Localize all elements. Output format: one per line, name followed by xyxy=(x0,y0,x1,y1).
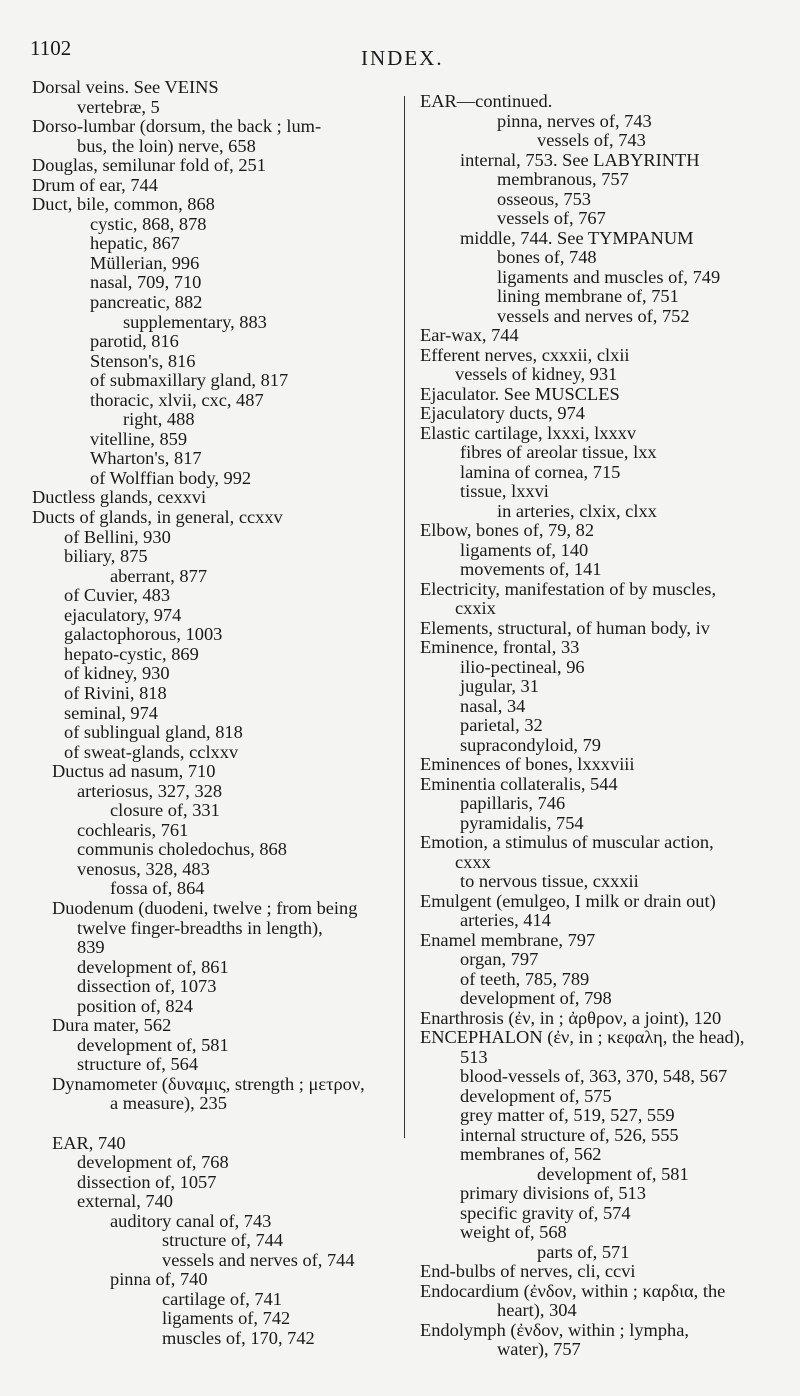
index-entry: in arteries, clxix, clxx xyxy=(497,500,657,521)
index-entry: of Bellini, 930 xyxy=(64,526,171,547)
index-entry: Dynamometer (δυναμις, strength ; μετρον, xyxy=(52,1073,365,1094)
index-entry: communis choledochus, 868 xyxy=(77,839,287,860)
index-entry: Eminentia collateralis, 544 xyxy=(420,773,618,794)
index-entry: thoracic, xlvii, cxc, 487 xyxy=(90,389,264,410)
index-entry: development of, 768 xyxy=(77,1152,229,1173)
index-entry: organ, 797 xyxy=(460,949,539,969)
index-entry: hepato-cystic, 869 xyxy=(64,643,199,664)
index-entry: internal structure of, 526, 555 xyxy=(460,1124,679,1145)
index-entry: muscles of, 170, 742 xyxy=(162,1328,315,1348)
index-entry: Enamel membrane, 797 xyxy=(420,929,596,950)
index-entry: primary divisions of, 513 xyxy=(460,1183,646,1203)
index-entry: development of, 798 xyxy=(460,988,612,1008)
index-entry: internal, 753. See LABYRINTH xyxy=(460,149,700,170)
index-entry: membranous, 757 xyxy=(497,169,629,189)
index-entry: supplementary, 883 xyxy=(123,311,267,332)
index-entry: development of, 581 xyxy=(77,1034,229,1055)
index-entry: osseous, 753 xyxy=(497,188,592,209)
index-entry: Ductus ad nasum, 710 xyxy=(52,761,216,782)
index-entry: cochlearis, 761 xyxy=(77,819,189,840)
index-entry: cartilage of, 741 xyxy=(162,1288,282,1309)
index-entry: parotid, 816 xyxy=(90,331,179,352)
index-entry: aberrant, 877 xyxy=(110,565,208,586)
index-entry: galactophorous, 1003 xyxy=(64,624,223,645)
index-entry: Endocardium (ἐνδον, within ; καρδια, the xyxy=(420,1280,726,1301)
index-entry: fibres of areolar tissue, lxx xyxy=(460,442,657,462)
index-entry: grey matter of, 519, 527, 559 xyxy=(460,1105,675,1125)
index-entry: cystic, 868, 878 xyxy=(90,213,207,234)
index-entry: Dorsal veins. See VEINS xyxy=(32,77,219,97)
index-entry: to nervous tissue, cxxxii xyxy=(460,871,639,891)
index-entry: Elements, structural, of human body, iv xyxy=(420,617,710,638)
index-entry: ligaments of, 742 xyxy=(162,1308,291,1329)
index-entry: EAR—continued. xyxy=(420,91,553,111)
index-entry: vitelline, 859 xyxy=(90,428,188,449)
index-entry: pancreatic, 882 xyxy=(90,292,203,313)
index-entry: papillaris, 746 xyxy=(460,793,566,813)
index-entry: of kidney, 930 xyxy=(64,663,170,684)
index-entry: pyramidalis, 754 xyxy=(460,812,584,833)
index-entry: vessels of kidney, 931 xyxy=(455,364,618,384)
entry-gap xyxy=(32,1114,402,1134)
index-column-left xyxy=(32,78,402,1349)
index-entry: ligaments of, 140 xyxy=(460,539,589,560)
index-entry: bones of, 748 xyxy=(497,247,597,267)
index-entry: arteriosus, 327, 328 xyxy=(77,780,223,801)
index-entry: dissection of, 1057 xyxy=(77,1171,217,1192)
index-entry: vessels of, 767 xyxy=(497,208,606,228)
index-entry: ENCEPHALON (ἐν, in ; κεφαλη, the head), xyxy=(420,1027,745,1047)
index-entry: Dura mater, 562 xyxy=(52,1015,172,1036)
index-entry: Stenson's, 816 xyxy=(90,350,196,371)
index-entry: blood-vessels of, 363, 370, 548, 567 xyxy=(460,1066,728,1086)
index-entry: lining membrane of, 751 xyxy=(497,286,679,306)
index-entry: Eminence, frontal, 33 xyxy=(420,637,580,657)
index-entry: Ducts of glands, in general, ccxxv xyxy=(32,507,283,528)
index-entry: ilio-pectineal, 96 xyxy=(460,656,585,677)
index-column-right xyxy=(420,92,795,1360)
index-entry: Ejaculatory ducts, 974 xyxy=(420,403,585,423)
index-entry: Elastic cartilage, lxxxi, lxxxv xyxy=(420,422,637,443)
index-entry: Elbow, bones of, 79, 82 xyxy=(420,520,595,540)
index-entry: 513 xyxy=(460,1046,488,1067)
index-entry: structure of, 564 xyxy=(77,1054,199,1075)
index-entry: middle, 744. See TYMPANUM xyxy=(460,227,694,248)
index-entry: fossa of, 864 xyxy=(110,878,205,899)
index-entry: specific gravity of, 574 xyxy=(460,1202,631,1223)
column-divider xyxy=(404,96,405,1138)
index-entry: seminal, 974 xyxy=(64,702,158,723)
index-entry: parietal, 32 xyxy=(460,715,543,735)
index-entry: Ductless glands, cexxvi xyxy=(32,487,207,508)
index-entry: of teeth, 785, 789 xyxy=(460,968,590,989)
index-entry: Douglas, semilunar fold of, 251 xyxy=(32,155,266,176)
index-entry: membranes of, 562 xyxy=(460,1144,602,1164)
index-entry: Electricity, manifestation of by muscles, xyxy=(420,578,717,599)
index-entry: a measure), 235 xyxy=(110,1093,227,1114)
index-entry: heart), 304 xyxy=(497,1300,577,1320)
index-entry: bus, the loin) nerve, 658 xyxy=(77,135,256,156)
index-entry: tissue, lxxvi xyxy=(460,481,549,501)
index-entry: position of, 824 xyxy=(77,995,193,1016)
index-entry: vessels and nerves of, 744 xyxy=(162,1249,355,1270)
index-entry: water), 757 xyxy=(497,1339,581,1359)
index-entry: of sublingual gland, 818 xyxy=(64,722,243,743)
index-entry: biliary, 875 xyxy=(64,546,148,567)
index-entry: of submaxillary gland, 817 xyxy=(90,370,289,391)
index-entry: dissection of, 1073 xyxy=(77,976,217,997)
index-entry: arteries, 414 xyxy=(460,910,551,930)
index-entry: external, 740 xyxy=(77,1191,174,1212)
index-entry: vessels of, 743 xyxy=(537,130,646,150)
index-entry: venosus, 328, 483 xyxy=(77,858,210,879)
index-entry: Efferent nerves, cxxxii, clxii xyxy=(420,344,630,365)
index-entry: cxxx xyxy=(455,851,491,872)
index-entry: ejaculatory, 974 xyxy=(64,604,182,625)
index-entry: Emulgent (emulgeo, I milk or drain out) xyxy=(420,890,716,911)
index-entry: pinna, nerves of, 743 xyxy=(497,110,652,131)
index-entry: of Wolffian body, 992 xyxy=(90,467,252,488)
index-entry: auditory canal of, 743 xyxy=(110,1210,272,1231)
index-entry: nasal, 709, 710 xyxy=(90,272,202,293)
index-entry: Enarthrosis (ἐν, in ; ἀρθρον, a joint), 120 xyxy=(420,1007,722,1028)
index-entry: Endolymph (ἐνδον, within ; lympha, xyxy=(420,1319,690,1340)
index-entry: nasal, 34 xyxy=(460,695,526,716)
index-entry: lamina of cornea, 715 xyxy=(460,461,621,482)
index-entry: ligaments and muscles of, 749 xyxy=(497,266,721,287)
index-entry: Emotion, a stimulus of muscular action, xyxy=(420,832,714,852)
index-entry: Drum of ear, 744 xyxy=(32,174,158,195)
index-entry: EAR, 740 xyxy=(52,1132,126,1153)
index-entry: twelve finger-breadths in length), xyxy=(77,917,323,938)
index-entry: of Cuvier, 483 xyxy=(64,585,171,606)
index-entry: Eminences of bones, lxxxviii xyxy=(420,754,635,774)
index-entry: structure of, 744 xyxy=(162,1230,284,1251)
index-entry: Ear-wax, 744 xyxy=(420,325,519,345)
index-entry: hepatic, 867 xyxy=(90,233,180,254)
index-entry: Duodenum (duodeni, twelve ; from being xyxy=(52,897,358,918)
index-entry: Dorso-lumbar (dorsum, the back ; lum- xyxy=(32,116,322,137)
index-entry: development of, 861 xyxy=(77,956,229,977)
index-entry: Duct, bile, common, 868 xyxy=(32,194,215,215)
index-entry: cxxix xyxy=(455,598,496,618)
index-entry: development of, 575 xyxy=(460,1085,612,1106)
page-number: 1102 xyxy=(30,36,72,60)
index-entry: parts of, 571 xyxy=(537,1241,630,1262)
index-entry: pinna of, 740 xyxy=(110,1269,208,1290)
index-entry: vertebræ, 5 xyxy=(77,96,160,117)
index-entry: movements of, 141 xyxy=(460,559,602,579)
index-entry: right, 488 xyxy=(123,409,195,430)
index-entry: Wharton's, 817 xyxy=(90,448,202,469)
index-entry: jugular, 31 xyxy=(460,676,539,696)
index-entry: vessels and nerves of, 752 xyxy=(497,305,690,326)
index-entry: closure of, 331 xyxy=(110,800,220,821)
index-entry: supracondyloid, 79 xyxy=(460,734,601,755)
index-entry: weight of, 568 xyxy=(460,1222,567,1242)
index-entry: of Rivini, 818 xyxy=(64,682,167,703)
index-entry: Ejaculator. See MUSCLES xyxy=(420,383,620,404)
running-head: INDEX. xyxy=(361,46,444,70)
index-entry: End-bulbs of nerves, cli, ccvi xyxy=(420,1261,636,1281)
index-entry: of sweat-glands, cclxxv xyxy=(64,741,239,762)
index-entry: development of, 581 xyxy=(537,1163,689,1184)
index-entry: 839 xyxy=(77,937,105,958)
index-entry: Müllerian, 996 xyxy=(90,252,200,273)
